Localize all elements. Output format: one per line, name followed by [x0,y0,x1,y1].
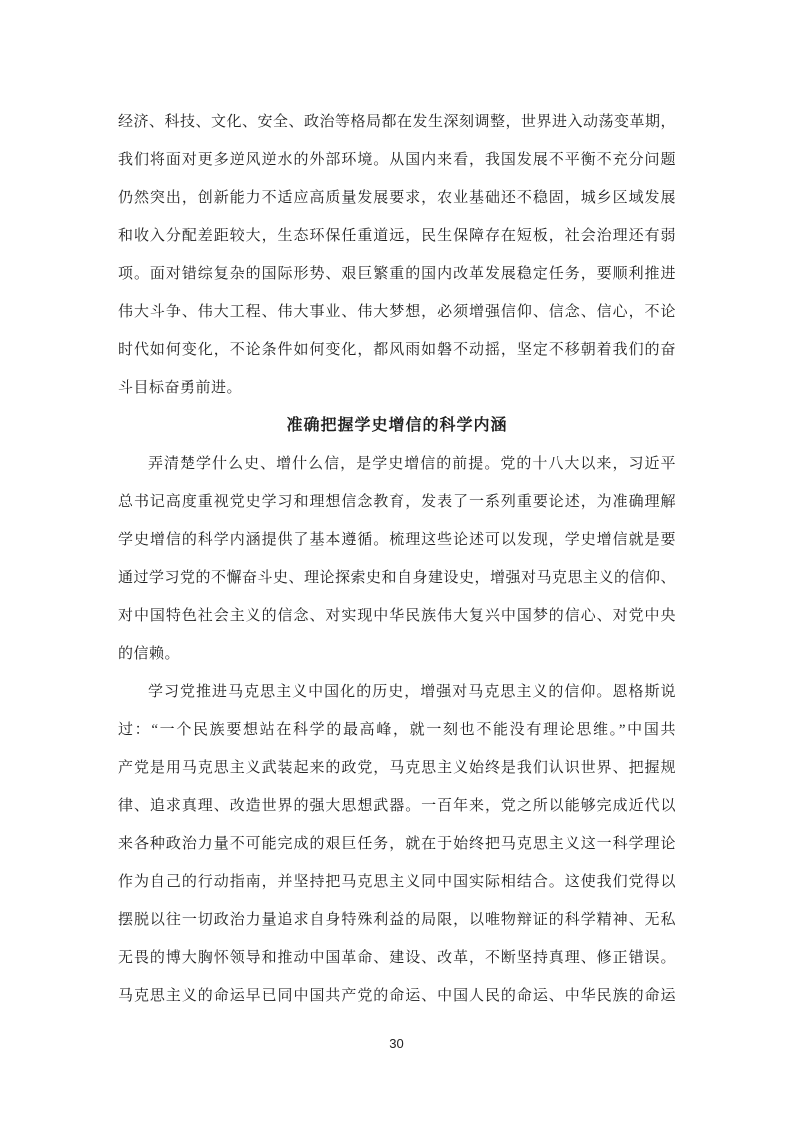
text-line: 来各种政治力量不可能完成的艰巨任务，就在于始终把马克思主义这一科学理论 [118,836,676,852]
text-line: 过：“一个民族要想站在科学的最高峰，就一刻也不能没有理论思维。”中国共 [118,722,676,738]
text-line: 伟大斗争、伟大工程、伟大事业、伟大梦想，必须增强信仰、信念、信心，不论 [118,304,676,320]
text-line: 项。面对错综复杂的国际形势、艰巨繁重的国内改革发展稳定任务，要顺利推进 [118,266,676,282]
text-line: 和收入分配差距较大，生态环保任重道远，民生保障存在短板，社会治理还有弱 [118,228,676,244]
text-line: 作为自己的行动指南，并坚持把马克思主义同中国实际相结合。这使我们党得以 [118,874,676,890]
paragraph [118,445,676,673]
text-line: 斗目标奋勇前进。 [118,380,243,396]
page-number: 30 [389,1036,404,1051]
text-line: 仍然突出，创新能力不适应高质量发展要求，农业基础还不稳固，城乡区域发展 [118,190,676,206]
text-line: 律、追求真理、改造世界的强大思想武器。一百年来，党之所以能够完成近代以 [118,798,676,814]
text-line: 学史增信的科学内涵提供了基本遵循。梳理这些论述可以发现，学史增信就是要 [118,532,676,548]
paragraph [118,673,676,1015]
text-line: 的信赖。 [118,646,181,662]
text-line: 产党是用马克思主义武装起来的政党，马克思主义始终是我们认识世界、把握规 [118,760,676,776]
text-line: 时代如何变化，不论条件如何变化，都风雨如磐不动摇，坚定不移朝着我们的奋 [118,342,676,358]
text-line: 弄清楚学什么史、增什么信，是学史增信的前提。党的十八大以来，习近平 [148,456,676,472]
paragraph-continued [118,103,676,407]
document-body [118,103,676,1015]
text-line: 学习党推进马克思主义中国化的历史，增强对马克思主义的信仰。恩格斯说 [148,684,676,700]
text-line: 马克思主义的命运早已同中国共产党的命运、中国人民的命运、中华民族的命运 [118,988,676,1004]
text-line: 我们将面对更多逆风逆水的外部环境。从国内来看，我国发展不平衡不充分问题 [118,152,676,168]
text-line: 经济、科技、文化、安全、政治等格局都在发生深刻调整，世界进入动荡变革期， [118,114,677,130]
text-line: 通过学习党的不懈奋斗史、理论探索史和自身建设史，增强对马克思主义的信仰、 [118,570,677,586]
section-heading: 准确把握学史增信的科学内涵 [286,417,508,434]
text-line: 摆脱以往一切政治力量追求自身特殊利益的局限，以唯物辩证的科学精神、无私 [118,912,676,928]
text-line: 对中国特色社会主义的信念、对实现中华民族伟大复兴中国梦的信心、对党中央 [118,608,676,624]
text-line: 无畏的博大胸怀领导和推动中国革命、建设、改革，不断坚持真理、修正错误。 [118,950,676,966]
text-line: 总书记高度重视党史学习和理想信念教育，发表了一系列重要论述，为准确理解 [118,494,676,510]
